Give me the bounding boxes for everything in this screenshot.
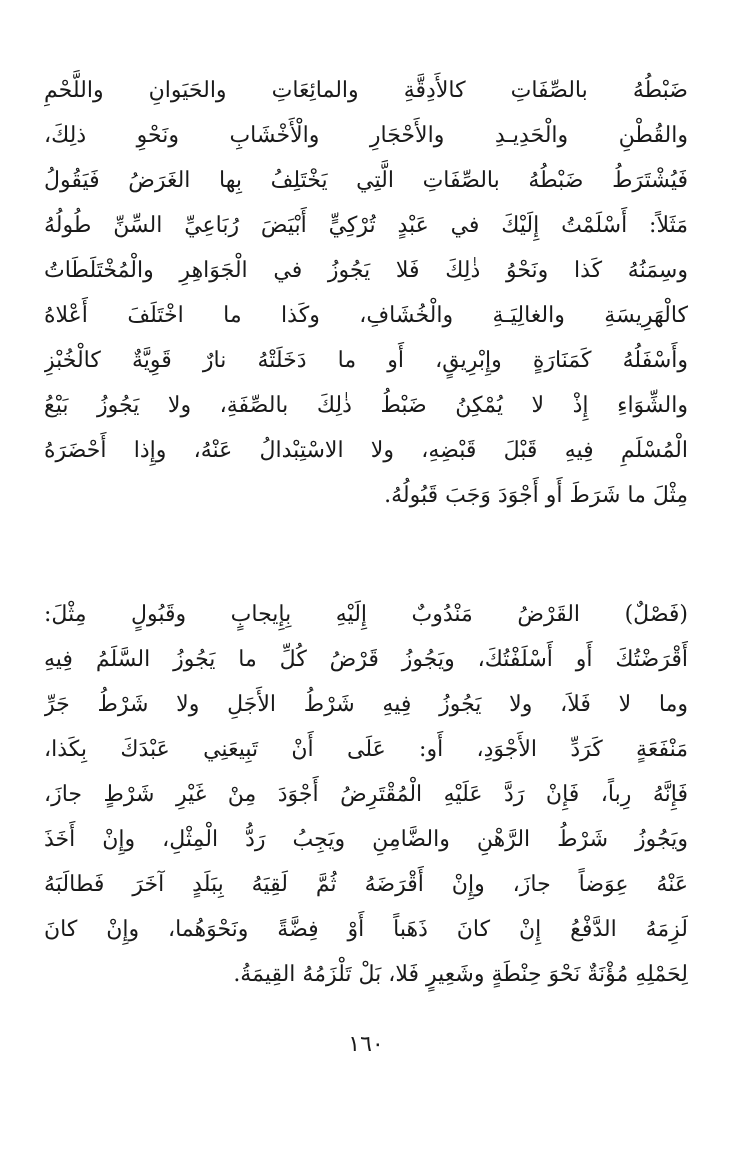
text-line: لَزِمَهُ الدَّفْعُ إِنْ كانَ ذَهَباً أَوْ فِضَّةً ونَحْوَهُما، وإِنْ كانَ [44,917,688,942]
text-line: مَنْفَعَةٍ كَرَدِّ الأَجْوَدِ، أَو: عَلَى أَنْ تَبِيعَنِي عَبْدَكَ بِكَذا، [44,737,688,762]
text-line: أَقْرَضْتُكَ أَو أَسْلَفْتُكَ، ويَجُوزُ قَرْضُ كُلِّ ما يَجُوزُ السَّلَمُ فِيهِ [44,647,688,672]
text-line: (فَصْلٌ) القَرْضُ مَنْدُوبٌ إِلَيْهِ بِإِيجابٍ وقَبُولٍ مِثْلَ: [44,602,688,627]
text-line: عَنْهُ عِوَضاً جازَ، وإِنْ أَقْرَضَهُ ثُمَّ لَقِيَهُ بِبَلَدٍ آخَرَ فَطالَبَهُ [44,872,688,897]
text-line: ضَبْطُهُ بالصِّفَاتِ كالأَدِقَّةِ والمائِعَاتِ والحَيَوانِ واللَّحْمِ [44,78,688,103]
text-line: ويَجُوزُ شَرْطُ الرَّهْنِ والضَّامِنِ ويَجِبُ رَدُّ الْمِثْلِ، وإِنْ أَخَذَ [44,827,688,852]
text-line: مِثْلَ ما شَرَطَ أَو أَجْوَدَ وَجَبَ قَبُولُهُ. [384,483,688,508]
text-line: فَيُشْتَرَطُ ضَبْطُهُ بالصِّفَاتِ الَّتِي يَخْتَلِفُ بِها الغَرَضُ فَيَقُولُ [44,168,688,193]
paragraph-qard [44,592,688,997]
text-line: الْمُسْلَمِ فِيهِ قَبْلَ قَبْضِهِ، ولا الاسْتِبْدالُ عَنْهُ، وإِذا أَحْضَرَهُ [44,438,688,463]
page-number: ١٦٠ [348,1032,384,1057]
text-line: وأَسْفَلُهُ كَمَنَارَةٍ وإِبْرِيقٍ، أَو ما دَخَلَتْهُ نارٌ قَوِيَّةٌ كالْخُبْزِ [44,348,688,373]
text-line: مَثَلاً: أَسْلَمْتُ إِلَيْكَ في عَبْدٍ تُرْكِيٍّ أَبْيَضَ رُبَاعِيِّ السِّنِّ طُولُهُ [44,213,688,238]
text-line: لِحَمْلِهِ مُؤْنَةٌ نَحْوَ حِنْطَةٍ وشَعِيرٍ فَلا، بَلْ تَلْزَمُهُ القِيمَةُ. [233,962,688,987]
text-line: فَإِنَّهُ رِباً، فَإِنْ رَدَّ عَلَيْهِ الْمُقْتَرِضُ أَجْوَدَ مِنْ غَيْرِ شَرْطٍ جازَ، [44,782,688,807]
text-line: وسِمَنُهُ كَذا ونَحْوُ ذٰلِكَ فَلا يَجُوزُ في الْجَوَاهِرِ والْمُخْتَلَطَاتُ [44,258,688,283]
paragraph-salam [44,68,688,518]
text-line: والقُطْنِ والْحَدِيـدِ والأَحْجَارِ والْأَخْشَابِ ونَحْوِ ذلِكَ، [44,123,688,148]
text-line: وما لا فَلاَ، ولا يَجُوزُ فِيهِ شَرْطُ الأَجَلِ ولا شَرْطُ جَرِّ [44,692,688,717]
text-line: والشِّوَاءِ إِذْ لا يُمْكِنُ ضَبْطُ ذٰلِكَ بالصِّفَةِ، ولا يَجُوزُ بَيْعُ [44,393,688,418]
text-line: كالْهَرِيسَةِ والغالِيَـةِ والْخُشَافِ، وكَذا ما اخْتَلَفَ أَعْلاهُ [44,303,688,328]
